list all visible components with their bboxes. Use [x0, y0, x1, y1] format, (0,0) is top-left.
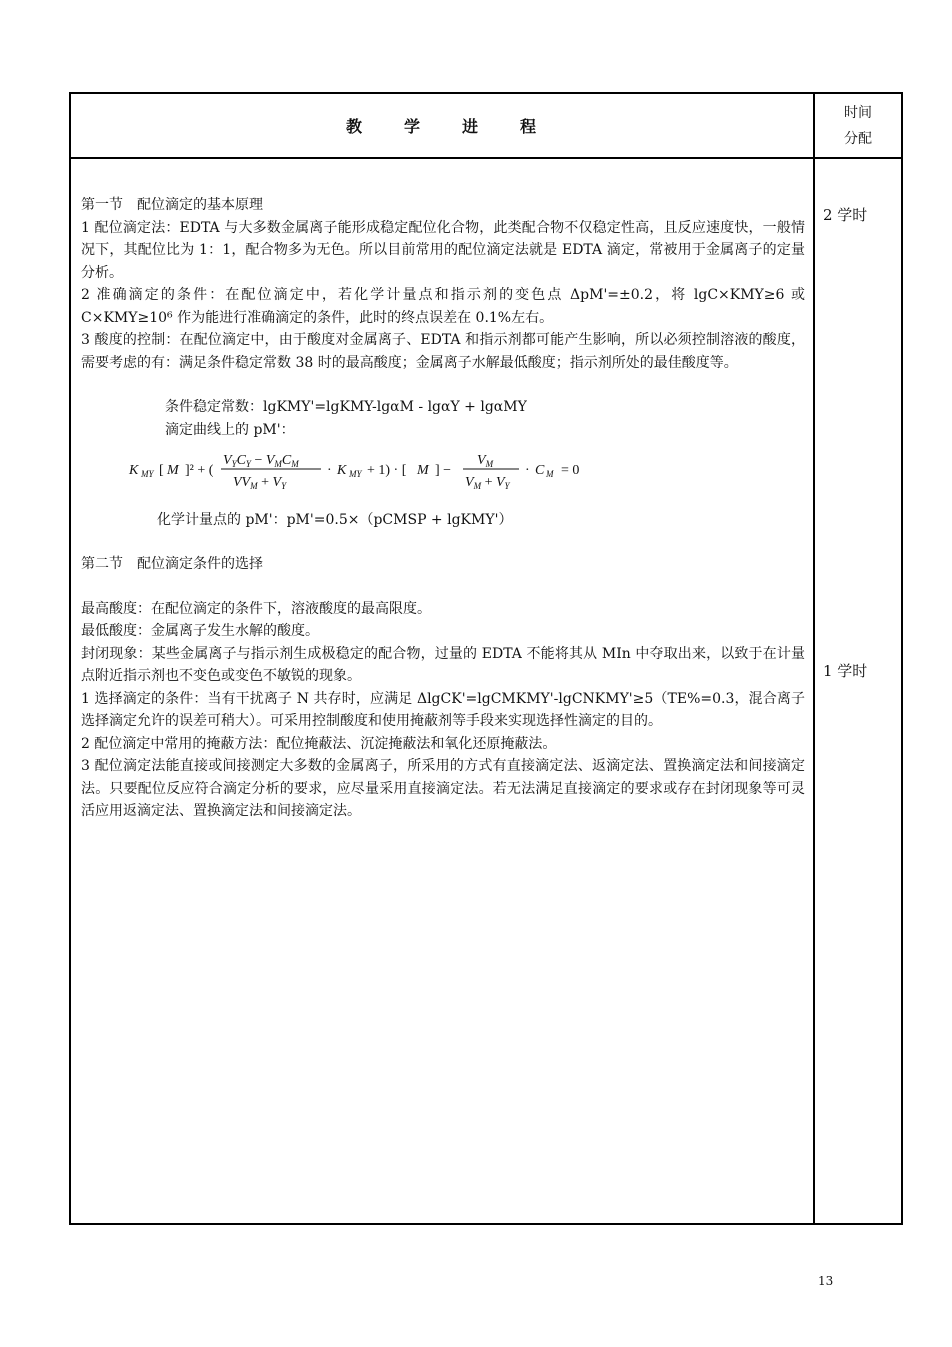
- lesson-table: [69, 92, 903, 1225]
- equation-svg: [125, 447, 685, 493]
- header-divider: [71, 157, 901, 159]
- svg-text:C: C: [535, 463, 545, 478]
- svg-text:[: [: [159, 463, 164, 478]
- svg-text:·: ·: [525, 463, 530, 478]
- table-header-title: [71, 94, 813, 157]
- section2-p1: 最高酸度：在配位滴定的条件下，溶液酸度的最高限度。: [81, 600, 431, 617]
- time-label-line1: 时间: [844, 105, 872, 121]
- svg-text:M: M: [417, 463, 429, 478]
- header-char: 学: [403, 117, 422, 136]
- header-char: 教: [345, 117, 364, 136]
- svg-text:]² + (: ]² + (: [185, 463, 214, 478]
- formula-conditional-constant: 条件稳定常数：lgKMY'=lgKMY-lgαM - lgαY + lgαMY: [165, 399, 527, 415]
- header-char: 程: [520, 117, 539, 136]
- section2-p3: 封闭现象：某些金属离子与指示剂生成极稳定的配合物，过量的 EDTA 不能将其从 MIn 中夺取出来，以致于在计量点附近指示剂也不变色或变色不敏锐的现象。: [81, 645, 805, 684]
- formula-stoich-point: 化学计量点的 pM'：pM'=0.5×（pCMSP + lgKMY'）: [157, 511, 513, 528]
- content-cell: [81, 194, 805, 823]
- titration-curve-equation: [125, 447, 805, 501]
- svg-text:VM: $V_M$: [477, 453, 494, 469]
- svg-text:·: ·: [327, 463, 332, 478]
- section1-p3: 3 酸度的控制：在配位滴定中，由于酸度对金属离子、EDTA 和指示剂都可能产生影响，所以必须控制溶液的酸度，需要考虑的有：满足条件稳定常数 38 时的最高酸度；金属离子水解最低酸度；指示剂所处的最佳酸度等。: [81, 332, 805, 371]
- svg-text:MY: MY: [141, 469, 154, 479]
- formula-curve-label: 滴定曲线上的 pM'：: [165, 421, 295, 438]
- column-divider: [813, 94, 815, 1223]
- svg-text:M: M: [167, 463, 179, 478]
- page-number: 13: [818, 1274, 834, 1288]
- section1-p1: 1 配位滴定法：EDTA 与大多数金属离子能形成稳定配位化合物，此类配合物不仅稳定性高，且反应速度快，一般情况下，其配位比为 1：1，配合物多为无色。所以目前常用的配位滴定法就是 EDTA 滴定，常被用于金属离子的定量分析。: [81, 219, 805, 281]
- svg-text:VYCY − VMCM: $V_YC_Y - V_MC_M$: [223, 453, 299, 469]
- svg-text:VM + VY: $V_M + V_Y$: [465, 475, 510, 491]
- section2-p4: 1 选择滴定的条件：当有干扰离子 N 共存时，应满足 ΔlgCK'=lgCMKMY'-lgCNKMY'≥5（TE%=0.3，混合离子选择滴定允许的误差可稍大）。可采用控制酸度和使用掩蔽剂等手段来实现选择性滴定的目的。: [81, 690, 805, 729]
- section1-heading: 第一节 配位滴定的基本原理: [81, 197, 263, 213]
- svg-text:] −: ] −: [435, 463, 452, 478]
- svg-text:K: K: [129, 463, 139, 478]
- svg-text:VVM + VY: $VV_M + V_Y$: [233, 475, 287, 491]
- section2-p5: 2 配位滴定中常用的掩蔽方法：配位掩蔽法、沉淀掩蔽法和氧化还原掩蔽法。: [81, 735, 557, 752]
- time-label-line2: 分配: [844, 131, 872, 147]
- section2-p6: 3 配位滴定法能直接或间接测定大多数的金属离子，所采用的方式有直接滴定法、返滴定法、置换滴定法和间接滴定法。只要配位反应符合滴定分析的要求，应尽量采用直接滴定法。若无法满足直接滴定的要求或存在封闭现象等可灵活应用返滴定法、置换滴定法和间接滴定法。: [81, 758, 805, 819]
- section1-time: 2 学时: [823, 206, 868, 224]
- svg-text:= 0: = 0: [561, 463, 580, 478]
- header-char: 进: [462, 117, 481, 136]
- section1-p2: 2 准确滴定的条件：在配位滴定中，若化学计量点和指示剂的变色点 ΔpM'=±0.2，将 lgC×KMY≥6 或 C×KMY≥10⁶ 作为能进行准确滴定的条件，此时的终点误差在 0.1%左右。: [81, 287, 805, 326]
- svg-text:K: K: [337, 463, 347, 478]
- svg-text:+ 1) · [: + 1) · [: [367, 463, 407, 478]
- svg-text:M: M: [546, 469, 554, 479]
- svg-text:MY: MY: [349, 469, 362, 479]
- section2-time: 1 学时: [823, 662, 868, 680]
- table-header-time: [815, 94, 901, 157]
- section2-heading: 第二节 配位滴定条件的选择: [81, 556, 263, 572]
- section2-p2: 最低酸度：金属离子发生水解的酸度。: [81, 623, 319, 639]
